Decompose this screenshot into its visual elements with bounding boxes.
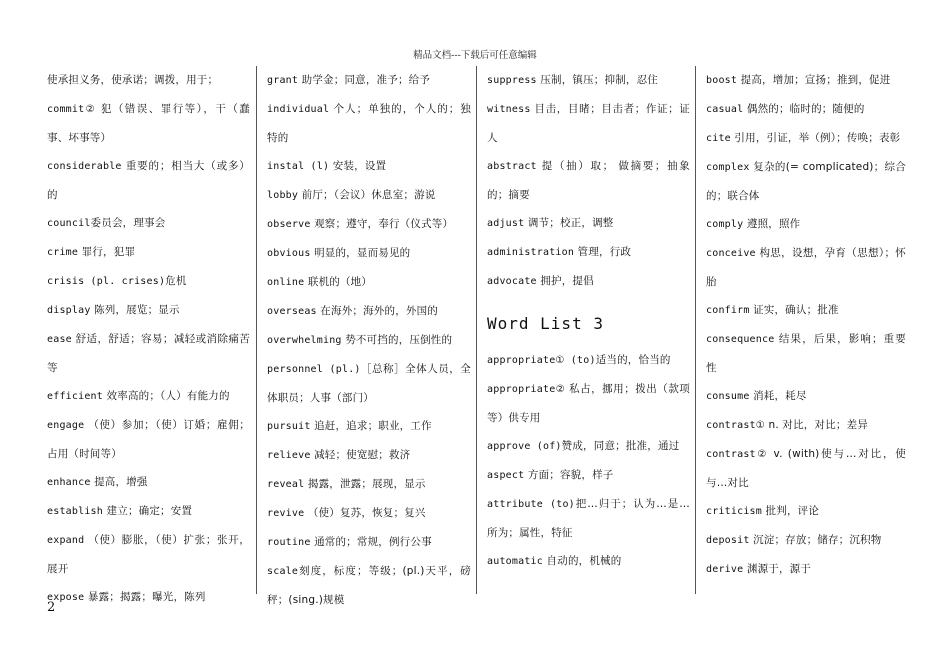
vocab-entry: council委员会，理事会 [47,217,166,229]
column-divider [476,66,477,594]
vocab-entry: engage （使）参加；（使）订婚；雇佣；占用（时间等） [47,419,250,460]
vocab-entry: derive 渊源于，源于 [706,563,812,575]
vocab-entry: attribute (to)把…归于；认为…是…所为；属性，特征 [487,498,691,539]
vocab-entry: considerable 重要的；相当大（或多）的 [47,160,250,201]
vocab-entry: expand （使）膨胀，（使）扩张；张开，展开 [47,534,250,575]
vocab-entry: crisis (pl. crises)危机 [47,275,187,287]
vocab-entry: witness 目击，目睹；目击者；作证；证人 [487,103,690,144]
vocab-entry: display 陈列，展览；显示 [47,304,180,316]
vocab-entry: automatic 自动的，机械的 [487,555,622,567]
vocab-entry: ease 舒适，舒适；容易；减轻或消除痛苦等 [47,333,250,374]
vocab-entry: commit② 犯（错误、罪行等），干（蠢事、坏事等） [47,103,250,144]
vocab-entry: appropriate② 私占，挪用；拨出（款项等）供专用 [487,383,690,424]
vocab-entry: crime 罪行，犯罪 [47,246,136,258]
page-number: 2 [47,600,56,615]
vocab-entry: approve (of)赞成，同意；批准，通过 [487,440,680,452]
vocab-entry: expose 暴露；揭露；曝光，陈列 [47,591,206,603]
column-divider [256,66,257,594]
vocab-entry: conceive 构思，设想，孕育（思想）；怀胎 [706,247,906,288]
vocab-entry: consume 消耗，耗尽 [706,390,807,402]
vocab-entry: reveal 揭露，泄露；展现，显示 [267,478,426,490]
vocab-entry: appropriate① (to)适当的，恰当的 [487,354,671,366]
vocab-entry: overseas 在海外；海外的，外国的 [267,305,439,317]
vocab-entry: contrast② v. (with)使与…对比，使与…对比 [706,448,907,489]
vocab-entry: revive （使）复苏，恢复；复兴 [267,507,426,519]
page-header: 精品文档---下载后可任意编辑 [413,50,537,61]
vocab-entry: instal (l) 安装，设置 [267,160,387,172]
vocab-entry: scale刻度，标度；等级；(pl.)天平，磅秤；(sing.)规模 [267,565,471,606]
vocab-entry: administration 管理，行政 [487,246,632,258]
vocab-entry: comply 遵照，照作 [706,218,801,230]
vocab-entry: contrast① n. 对比，对比；差异 [706,419,869,431]
vocab-entry: suppress 压制，镇压；抑制，忍住 [487,74,659,86]
vocab-entry: routine 通常的；常规，例行公事 [267,536,432,548]
vocab-entry: abstract 提（抽）取； 做摘要；抽象的；摘要 [487,160,690,201]
column-2 [267,66,472,606]
vocab-entry: advocate 拥护，提倡 [487,275,594,287]
vocab-entry: aspect 方面；容貌，样子 [487,469,614,481]
word-list-title: Word List 3 [487,314,604,333]
vocab-entry: confirm 证实，确认；批准 [706,304,839,316]
column-4 [706,66,906,594]
vocab-entry: efficient 效率高的；（人）有能力的 [47,390,230,402]
column-1 [47,66,250,603]
vocab-entry: grant 助学金；同意，准予；给予 [267,74,431,86]
vocab-entry: criticism 批判，评论 [706,505,820,517]
column-3 [487,66,690,594]
vocab-entry: online 联机的（地） [267,276,373,288]
vocab-entry: lobby 前厅；（会议）休息室；游说 [267,189,436,201]
vocab-entry: adjust 调节；校正，调整 [487,217,614,229]
vocab-entry: establish 建立；确定；安置 [47,505,193,517]
vocab-entry: complex 复杂的(= complicated)；综合的；联合体 [706,161,906,202]
vocab-entry: overwhelming 势不可挡的，压倒性的 [267,334,453,346]
vocab-entry: individual 个人；单独的，个人的；独特的 [267,103,471,144]
vocab-entry: enhance 提高，增强 [47,476,148,488]
vocab-entry: observe 观察；遵守，奉行（仪式等） [267,218,454,230]
vocab-entry: 使承担义务，使承诺；调拨，用于； [47,74,219,86]
vocab-entry: relieve 减轻；使宽慰；救济 [267,449,411,461]
vocab-entry: personnel (pl.)［总称］全体人员，全体职员；人事（部门） [267,363,472,404]
vocab-entry: cite 引用，引证，举（例）；传唤；表彰 [706,132,901,144]
vocab-entry: consequence 结果，后果，影响；重要性 [706,333,906,374]
vocab-entry: obvious 明显的，显而易见的 [267,247,411,259]
vocab-entry: pursuit 追赶，追求；职业，工作 [267,420,432,432]
vocab-entry: casual 偶然的；临时的；随便的 [706,103,865,115]
vocab-entry: deposit 沉淀；存放；储存；沉积物 [706,534,882,546]
vocab-entry: boost 提高，增加；宣扬；推到，促进 [706,74,891,86]
column-divider [695,66,696,594]
